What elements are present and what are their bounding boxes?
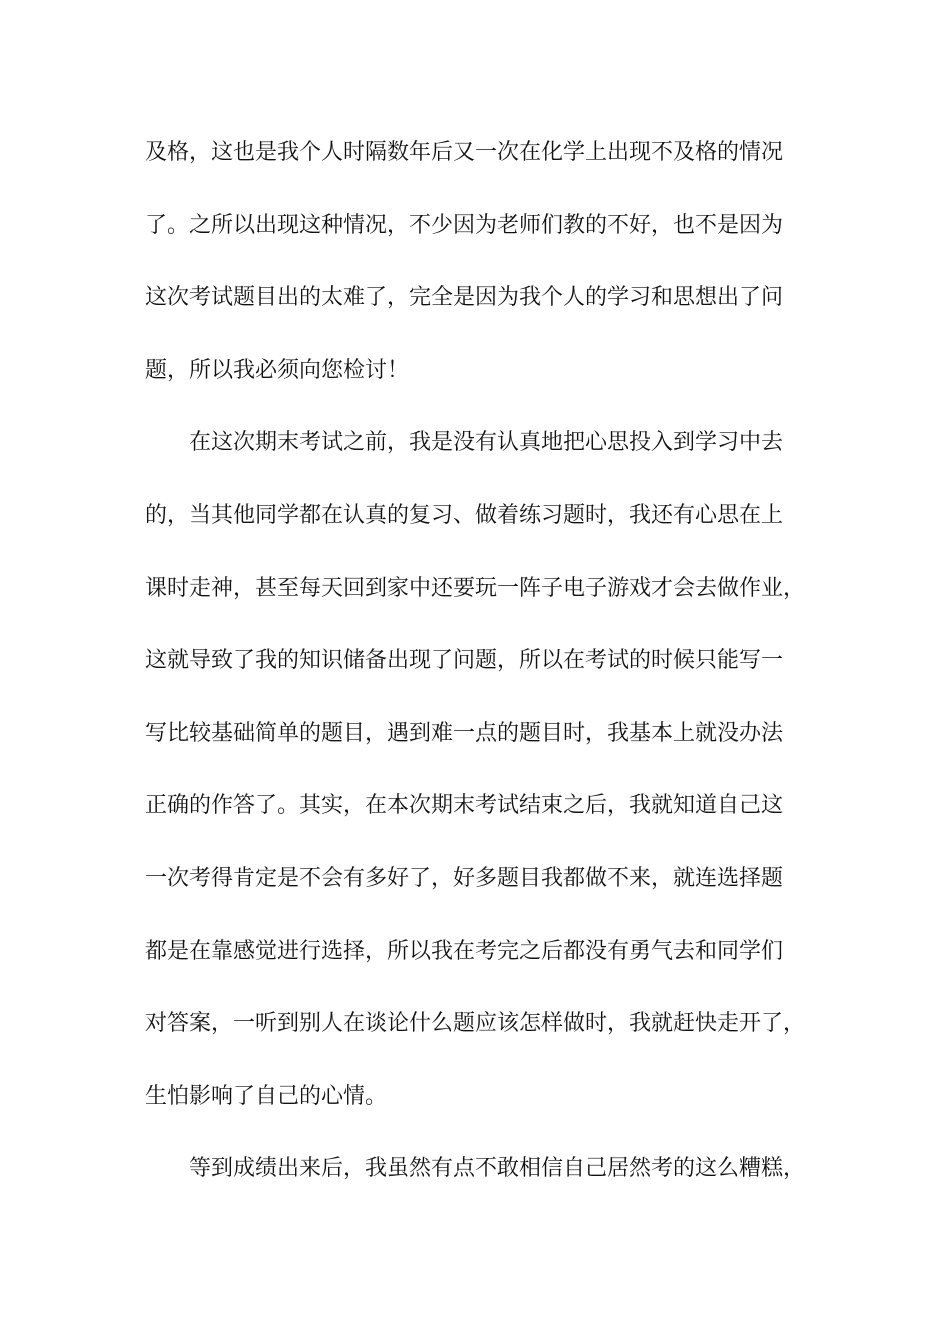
- text-line: 课时走神，甚至每天回到家中还要玩一阵子电子游戏才会去做作业，: [145, 575, 806, 601]
- text-line: 正确的作答了。其实，在本次期末考试结束之后，我就知道自己这: [145, 793, 784, 819]
- text-line: 这次考试题目出的太难了，完全是因为我个人的学习和思想出了问: [145, 285, 784, 311]
- document-body: [145, 131, 835, 1220]
- text-line: 一次考得肯定是不会有多好了，好多题目我都做不来，就连选择题: [145, 865, 784, 891]
- paragraph-start-line: 在这次期末考试之前，我是没有认真地把心思投入到学习中去: [189, 430, 784, 456]
- text-line: 的，当其他同学都在认真的复习、做着练习题时，我还有心思在上: [145, 502, 784, 528]
- text-line: 都是在靠感觉进行选择，所以我在考完之后都没有勇气去和同学们: [145, 938, 784, 964]
- paragraph-start-line: 等到成绩出来后，我虽然有点不敢相信自己居然考的这么糟糕，: [189, 1156, 806, 1182]
- text-line: 生怕影响了自己的心情。: [145, 1083, 388, 1109]
- text-line: 这就导致了我的知识储备出现了问题，所以在考试的时候只能写一: [145, 648, 784, 674]
- text-line: 题，所以我必须向您检讨！: [145, 357, 410, 383]
- text-line: 及格，这也是我个人时隔数年后又一次在化学上出现不及格的情况: [145, 140, 784, 165]
- text-line: 对答案，一听到别人在谈论什么题应该怎样做时，我就赶快走开了，: [145, 1011, 806, 1037]
- text-line: 了。之所以出现这种情况，不少因为老师们教的不好，也不是因为: [145, 212, 784, 238]
- text-line: 写比较基础简单的题目，遇到难一点的题目时，我基本上就没办法: [145, 720, 784, 746]
